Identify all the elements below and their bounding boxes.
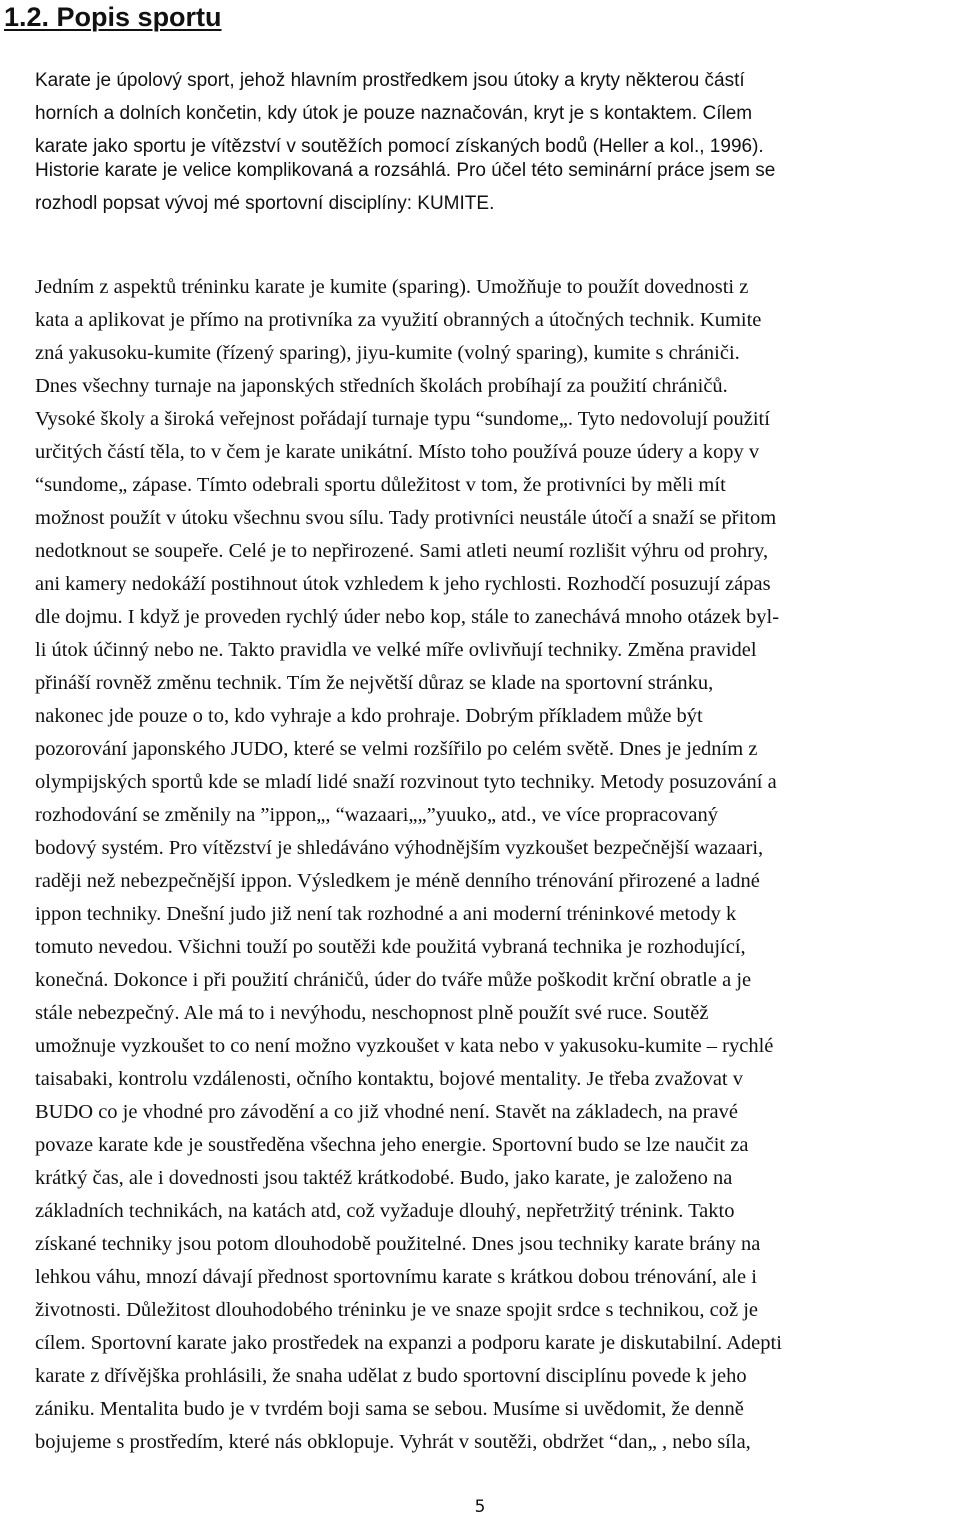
text-line: umožnuje vyzkoušet to co není možno vyzkoušet v kata nebo v yakusoku-kumite – rychlé	[35, 1035, 774, 1057]
text-line: nakonec jde pouze o to, kdo vyhraje a kdo prohraje. Dobrým příkladem může být	[35, 705, 703, 727]
text-line: olympijských sportů kde se mladí lidé snaží rozvinout tyto techniky. Metody posuzování a	[35, 771, 777, 793]
text-line: stále nebezpečný. Ale má to i nevýhodu, neschopnost plně použít své ruce. Soutěž	[35, 1002, 709, 1024]
text-line: rozhodování se změnily na ”ippon„, “wazaari„„”yuuko„ atd., ve více propracovaný	[35, 804, 719, 826]
text-line: zná yakusoku-kumite (řízený sparing), jiyu-kumite (volný sparing), kumite s chrániči.	[35, 342, 740, 364]
text-line: základních technikách, na katách atd, což vyžaduje dlouhý, nepřetržitý trénink. Takto	[35, 1200, 735, 1222]
text-line: povaze karate kde je soustředěna všechna jeho energie. Sportovní budo se lze naučit za	[35, 1134, 749, 1156]
text-line: určitých částí těla, to v čem je karate unikátní. Místo toho používá pouze údery a kopy v	[35, 441, 760, 463]
text-line: Historie karate je velice komplikovaná a rozsáhlá. Pro účel této seminární práce jsem se	[35, 160, 776, 181]
text-line: ippon techniky. Dnešní judo již není tak rozhodné a ani moderní tréninkové metody k	[35, 903, 737, 925]
text-line: BUDO co je vhodné pro závodění a co již vhodné není. Stavět na základech, na pravé	[35, 1101, 739, 1123]
text-line: Jedním z aspektů tréninku karate je kumite (sparing). Umožňuje to použít dovednosti z	[35, 276, 749, 298]
text-line: karate jako sportu je vítězství v soutěžích pomocí získaných bodů (Heller a kol., 1996).	[35, 136, 764, 157]
text-line: pozorování japonského JUDO, které se velmi rozšířilo po celém světě. Dnes je jedním z	[35, 738, 758, 760]
text-line: možnost použít v útoku všechnu svou sílu. Tady protivníci neustále útočí a snaží se přitom	[35, 507, 777, 529]
page-number: 5	[474, 1497, 486, 1517]
text-line: Karate je úpolový sport, jehož hlavním prostředkem jsou útoky a kryty některou částí	[35, 70, 745, 91]
paragraph	[35, 154, 775, 220]
text-line: karate z dřívějška prohlásili, že snaha udělat z budo sportovní disciplínu povede k jeho	[35, 1365, 747, 1387]
text-line: dle dojmu. I když je proveden rychlý úder nebo kop, stále to zanechává mnoho otázek byl-	[35, 606, 780, 628]
text-line: lehkou váhu, mnozí dávají přednost sportovnímu karate s krátkou dobou trénování, ale i	[35, 1266, 757, 1288]
text-line: bodový systém. Pro vítězství je shledáváno výhodnějším vyzkoušet bezpečnější wazaari,	[35, 837, 764, 859]
text-line: získané techniky jsou potom dlouhodobě použitelné. Dnes jsou techniky karate brány na	[35, 1233, 761, 1255]
text-line: ani kamery nedokáží postihnout útok vzhledem k jeho rychlosti. Rozhodčí posuzují zápas	[35, 573, 771, 595]
text-line: raději než nebezpečnější ippon. Výsledkem je méně denního trénování přirozené a ladné	[35, 870, 760, 892]
section-heading: 1.2. Popis sportu	[4, 2, 222, 32]
text-line: rozhodl popsat vývoj mé sportovní disciplíny: KUMITE.	[35, 193, 495, 214]
text-line: bojujeme s prostředím, které nás obklopuje. Vyhrát v soutěži, obdržet “dan„ , nebo síla,	[35, 1431, 751, 1453]
text-line: nedotknout se soupeře. Celé je to nepřirozené. Sami atleti neumí rozlišit výhru od prohry,	[35, 540, 769, 562]
text-line: Dnes všechny turnaje na japonských středních školách probíhají za použití chráničů.	[35, 375, 728, 397]
paragraph	[35, 64, 764, 163]
text-line: kata a aplikovat je přímo na protivníka za využití obranných a útočných technik. Kumite	[35, 309, 762, 331]
text-line: životnosti. Důležitost dlouhodobého tréninku je ve snaze spojit srdce s technikou, což je	[35, 1299, 759, 1321]
text-line: li útok účinný nebo ne. Takto pravidla ve velké míře ovlivňují techniky. Změna pravidel	[35, 639, 757, 661]
paragraph	[35, 271, 782, 1459]
text-line: přináší rovněž změnu technik. Tím že největší důraz se klade na sportovní stránku,	[35, 672, 714, 694]
text-line: Vysoké školy a široká veřejnost pořádají turnaje typu “sundome„. Tyto nedovolují použití	[35, 408, 770, 430]
text-line: taisabaki, kontrolu vzdálenosti, očního kontaktu, bojové mentality. Je třeba zvažovat v	[35, 1068, 744, 1090]
text-line: cílem. Sportovní karate jako prostředek na expanzi a podporu karate je diskutabilní. Adepti	[35, 1332, 782, 1354]
text-line: konečná. Dokonce i při použití chráničů, úder do tváře může poškodit krční obratle a je	[35, 969, 752, 991]
text-line: krátký čas, ale i dovednosti jsou taktéž krátkodobé. Budo, jako karate, je založeno na	[35, 1167, 733, 1189]
text-line: zániku. Mentalita budo je v tvrdém boji sama se sebou. Musíme si uvědomit, že denně	[35, 1398, 744, 1420]
text-line: “sundome„ zápase. Tímto odebrali sportu důležitost v tom, že protivníci by měli mít	[35, 474, 726, 496]
text-line: tomuto nevedou. Všichni touží po soutěži kde použitá vybraná technika je rozhodující,	[35, 936, 746, 958]
text-line: horních a dolních končetin, kdy útok je pouze naznačován, kryt je s kontaktem. Cílem	[35, 103, 753, 124]
